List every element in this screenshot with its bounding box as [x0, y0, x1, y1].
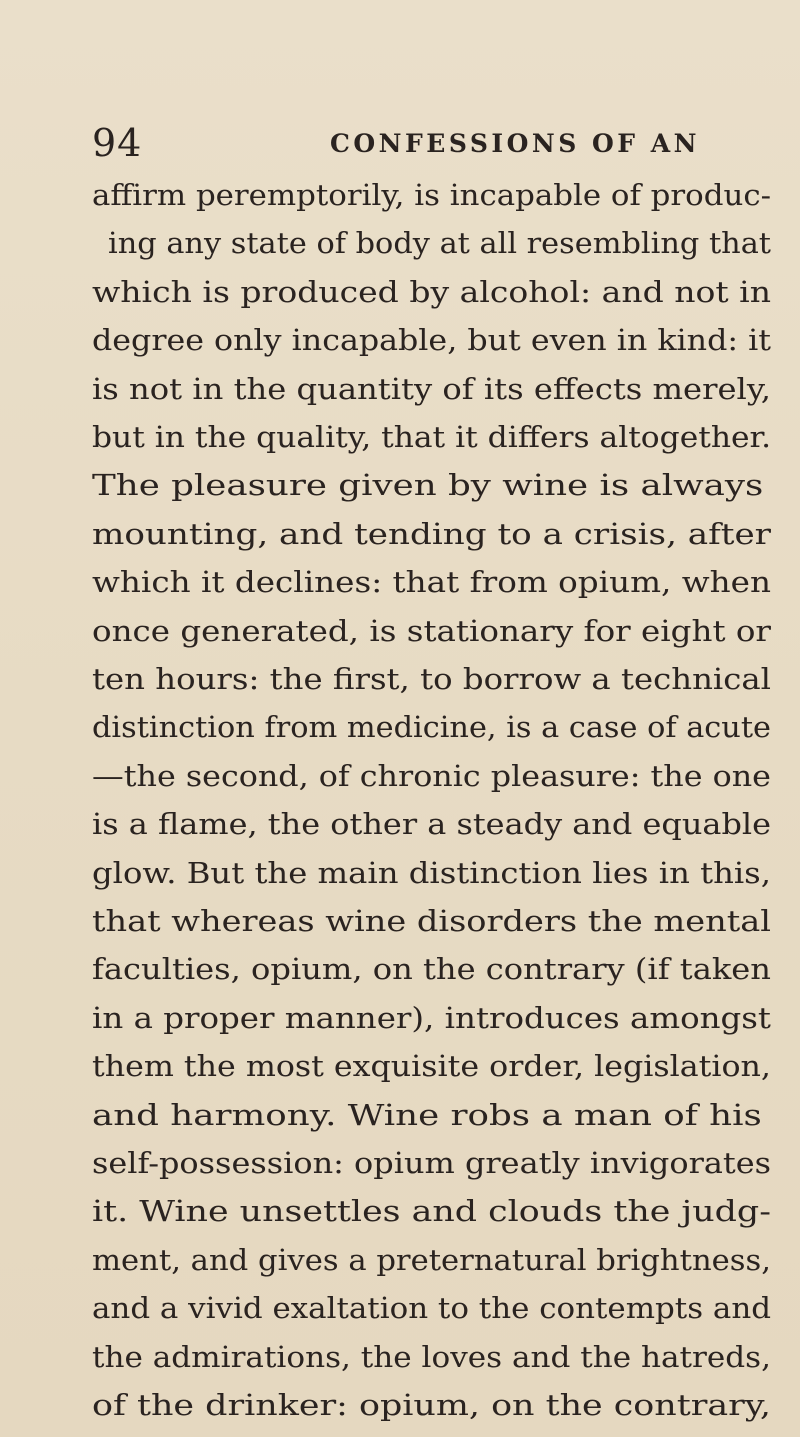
- text-line: it. Wine unsettles and clouds the judg-: [92, 1195, 772, 1229]
- text-line: of the drinker: opium, on the contrary,: [92, 1389, 771, 1422]
- text-line: ment, and gives a preternatural brightness,: [92, 1243, 771, 1277]
- text-line: and a vivid exaltation to the contempts and: [92, 1292, 771, 1326]
- text-line: which it declines: that from opium, when: [92, 566, 771, 600]
- text-line: is not in the quantity of its effects merely,: [92, 372, 771, 406]
- page-number: 94: [92, 121, 143, 165]
- text-line: ten hours: the first, to borrow a technical: [92, 663, 772, 696]
- text-line: self-possession: opium greatly invigorates: [92, 1147, 772, 1180]
- text-line: mounting, and tending to a crisis, after: [92, 517, 772, 551]
- text-line: which is produced by alcohol: and not in: [92, 275, 772, 309]
- text-line: in a proper manner), introduces amongst: [92, 1001, 771, 1035]
- text-line: the admirations, the loves and the hatreds,: [92, 1340, 771, 1374]
- text-line: but in the quality, that it differs altogether.: [92, 421, 772, 454]
- text-line: degree only incapable, but even in kind: it: [92, 324, 772, 358]
- text-line: affirm peremptorily, is incapable of produc-: [92, 179, 772, 212]
- text-line: distinction from medicine, is a case of acute: [92, 711, 771, 745]
- text-line: them the most exquisite order, legislation,: [92, 1050, 771, 1084]
- text-line: and harmony. Wine robs a man of his: [92, 1098, 762, 1132]
- running-head: CONFESSIONS OF AN: [330, 129, 700, 158]
- text-line: once generated, is stationary for eight or: [92, 614, 771, 648]
- text-line: that whereas wine disorders the mental: [92, 905, 771, 938]
- text-line: —the second, of chronic pleasure: the one: [92, 759, 771, 793]
- page-header: [92, 118, 712, 168]
- text-line: faculties, opium, on the contrary (if taken: [92, 953, 771, 987]
- text-line: ing any state of body at all resembling that: [108, 227, 772, 261]
- text-line: is a flame, the other a steady and equable: [92, 808, 772, 842]
- text-line: The pleasure given by wine is always: [92, 469, 764, 503]
- text-line: glow. But the main distinction lies in this,: [92, 856, 772, 890]
